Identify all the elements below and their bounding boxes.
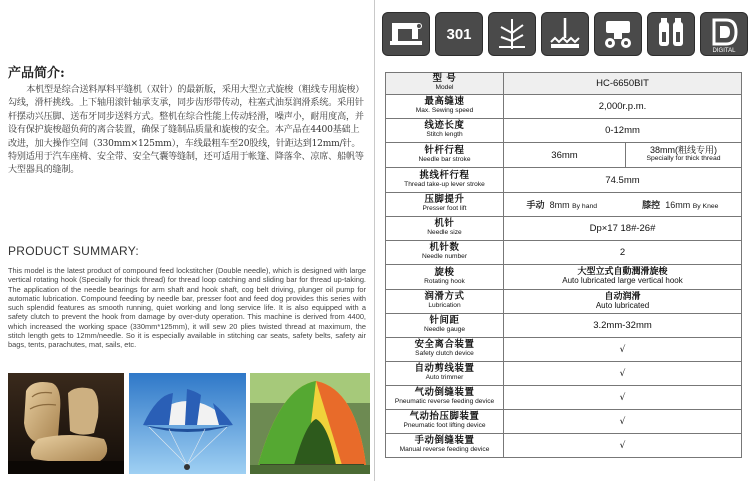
- spec-row-pneumatic-reverse: [386, 386, 742, 410]
- spec-label-zh: 挑线杆行程: [419, 169, 470, 181]
- spec-value-zh: 自动润滑: [604, 291, 641, 302]
- by-hand-value: 8mm: [549, 200, 570, 210]
- spec-value: 3.2mm-32mm: [504, 314, 742, 338]
- spec-value-standard: 36mm: [504, 143, 626, 168]
- spec-label-en: Rotating hook: [424, 277, 465, 285]
- spec-row-pneumatic-foot-lift: [386, 410, 742, 434]
- digital-logo-icon: [700, 12, 748, 56]
- cn-summary-paragraph: 本机型是综合送料厚料平缝机（双针）的最新版，采用大型立式旋梭（粗线专用旋梭）勾线，滑杆挑线。上下轴用滚针轴承支承，同步齿形带传动，柱塞式油泵润滑系统。采用针杆摆动兴压脚、送布牙同步送料方式。整机在综合性能上传动轻滑，噪声小，耐用度高，并设有保护旋梭超负荷的离合装置，确保了缝制品质量和旋梭的安全。本产品在4400基础上改进，加大操作空间（330mm×125mm），车线最粗车至20股线，针距达到12mm/针。特别适用于汽车座椅、安全带、安全气囊等缝制，还可适用于帐篷、降落伞、凉席、船帆等大型器具的缝制。: [8, 85, 365, 176]
- spec-row-safety-clutch: [386, 338, 742, 362]
- lubrication-icon: [647, 12, 695, 56]
- spec-label-zh: 机针: [434, 218, 455, 230]
- spec-label-zh: 气动倒缝装置: [414, 387, 475, 399]
- spec-row-needle-size: [386, 217, 742, 241]
- spec-value-en: Auto lubricated: [595, 300, 650, 310]
- spec-row-model: [386, 73, 742, 95]
- spec-label-zh: 自动剪线装置: [414, 363, 475, 375]
- spec-label-zh: 压脚提升: [424, 194, 465, 206]
- checkmark-icon: √: [504, 410, 742, 434]
- spec-label-en: Auto trimmer: [425, 374, 464, 381]
- thick-thread-note: Specially for thick thread: [646, 155, 721, 162]
- needle-feed-icon: [541, 12, 589, 56]
- spec-value-zh: 大型立式自動潤滑旋梭: [577, 267, 668, 278]
- spec-label-en: Pneumatic reverse feeding device: [394, 398, 495, 405]
- checkmark-icon: √: [504, 362, 742, 386]
- parachute-photo: [129, 373, 246, 474]
- digital-label: DIGITAL: [712, 48, 736, 54]
- spec-label-en: Needle number: [421, 253, 468, 260]
- presser-foot-lift-values: [504, 198, 741, 211]
- spec-label-en: Model: [435, 84, 454, 91]
- spec-value: HC-6650BIT: [504, 73, 742, 95]
- by-hand-en: By hand: [572, 203, 598, 210]
- spec-label-zh: 机针数: [429, 242, 460, 254]
- thick-thread-value: 38mm(粗线专用): [650, 145, 717, 156]
- checkmark-icon: √: [504, 338, 742, 362]
- spec-label-en: Safety clutch device: [415, 350, 474, 357]
- spec-label-en: Max. Sewing speed: [415, 107, 474, 114]
- spec-row-needle-gauge: [386, 314, 742, 338]
- spec-label-zh: 气动抬压脚装置: [409, 411, 480, 423]
- spec-value: 0-12mm: [504, 119, 742, 143]
- by-hand-group: [527, 198, 598, 211]
- presser-foot-icon: [594, 12, 642, 56]
- spec-value-thick-thread: [626, 143, 742, 168]
- spec-label-en: Pneumatic foot lifting device: [403, 422, 486, 429]
- by-knee-en: By Knee: [692, 203, 719, 210]
- sewing-machine-icon: [382, 12, 430, 56]
- car-seat-photo: [8, 373, 124, 474]
- specification-table: [385, 72, 742, 458]
- thread-trimmer-icon: [488, 12, 536, 56]
- spec-label-zh: 手动倒缝装置: [414, 435, 475, 447]
- spec-label-zh: 最高缝速: [424, 96, 465, 108]
- cn-summary-heading: 产品简介:: [8, 66, 65, 81]
- en-summary-heading: PRODUCT SUMMARY:: [8, 244, 140, 258]
- product-description-column: [0, 0, 372, 481]
- spec-label-en: Needle size: [427, 229, 462, 236]
- spec-row-max-speed: [386, 95, 742, 119]
- spec-value: Dp×17 18#-26#: [504, 217, 742, 241]
- spec-value: 2,000r.p.m.: [504, 95, 742, 119]
- spec-label-en: Presser foot lift: [422, 205, 467, 212]
- spec-label-en: Needle gauge: [423, 326, 466, 333]
- spec-label-zh: 旋梭: [434, 266, 455, 278]
- spec-row-auto-trimmer: [386, 362, 742, 386]
- spec-label-zh: 针杆行程: [424, 144, 465, 156]
- spec-row-manual-reverse: [386, 434, 742, 458]
- spec-label-en: Lubrication: [428, 302, 461, 309]
- spec-row-presser-foot-lift: [386, 193, 742, 217]
- spec-value: 74.5mm: [504, 168, 742, 193]
- spec-label-en: Stitch length: [426, 131, 463, 138]
- spec-row-lubrication: [386, 290, 742, 314]
- by-knee-zh: 膝控: [642, 201, 661, 211]
- spec-row-needle-bar-stroke: [386, 143, 742, 168]
- by-knee-group: [642, 198, 718, 211]
- tent-photo: [250, 373, 370, 474]
- by-hand-zh: 手动: [526, 201, 545, 211]
- column-divider: [374, 0, 375, 481]
- spec-label-en: Needle bar stroke: [418, 155, 471, 163]
- spec-value-en: Auto lubricated large vertical hook: [562, 276, 683, 285]
- spec-value: 2: [504, 241, 742, 265]
- spec-label-en: Manual reverse feeding device: [399, 446, 490, 453]
- checkmark-icon: √: [504, 434, 742, 458]
- spec-row-take-up-stroke: [386, 168, 742, 193]
- model-301-badge: 301: [435, 12, 483, 56]
- spec-label-zh: 线迹长度: [424, 120, 465, 132]
- spec-label-zh: 型 号: [432, 73, 457, 85]
- feature-icon-strip: [382, 12, 746, 58]
- en-summary-paragraph: This model is the latest product of compound feed lockstitcher (Double needle), which is designed with large vertical rotating hook (Specially for thick thread) for thread loop catching and sliding bar for thread up-taking. The application of the needle bearings for arm shaft and hook shaft, cog belt driving, plunger oil pump for automatic lubrication. Compound feeding by needle bar, presser foot and feed dog provides this series with such splendid features as smooth running, quiet working and long service life. It is also equipped with a safety clutch to prevent the hook from damage by over-duty operation. This machine is derived from 4400, which increased the working space (330mm*125mm), it will sew 20 plies twisted thread at maximum, the stitch length gets to 12mm/needle. So it is especially available in stitching car seats, safety belts, safety air bags, tents, parachutes, mat, sails, etc.: [8, 266, 366, 350]
- spec-label-zh: 润滑方式: [424, 291, 465, 303]
- spec-label-zh: 针间距: [429, 315, 460, 327]
- by-knee-value: 16mm: [665, 200, 691, 210]
- spec-label-zh: 安全离合装置: [414, 339, 475, 351]
- spec-row-needle-number: [386, 241, 742, 265]
- checkmark-icon: √: [504, 386, 742, 410]
- spec-row-rotating-hook: [386, 265, 742, 290]
- spec-row-stitch-length: [386, 119, 742, 143]
- application-photos: [8, 373, 370, 474]
- spec-label-en: Thread take-up lever stroke: [404, 180, 485, 188]
